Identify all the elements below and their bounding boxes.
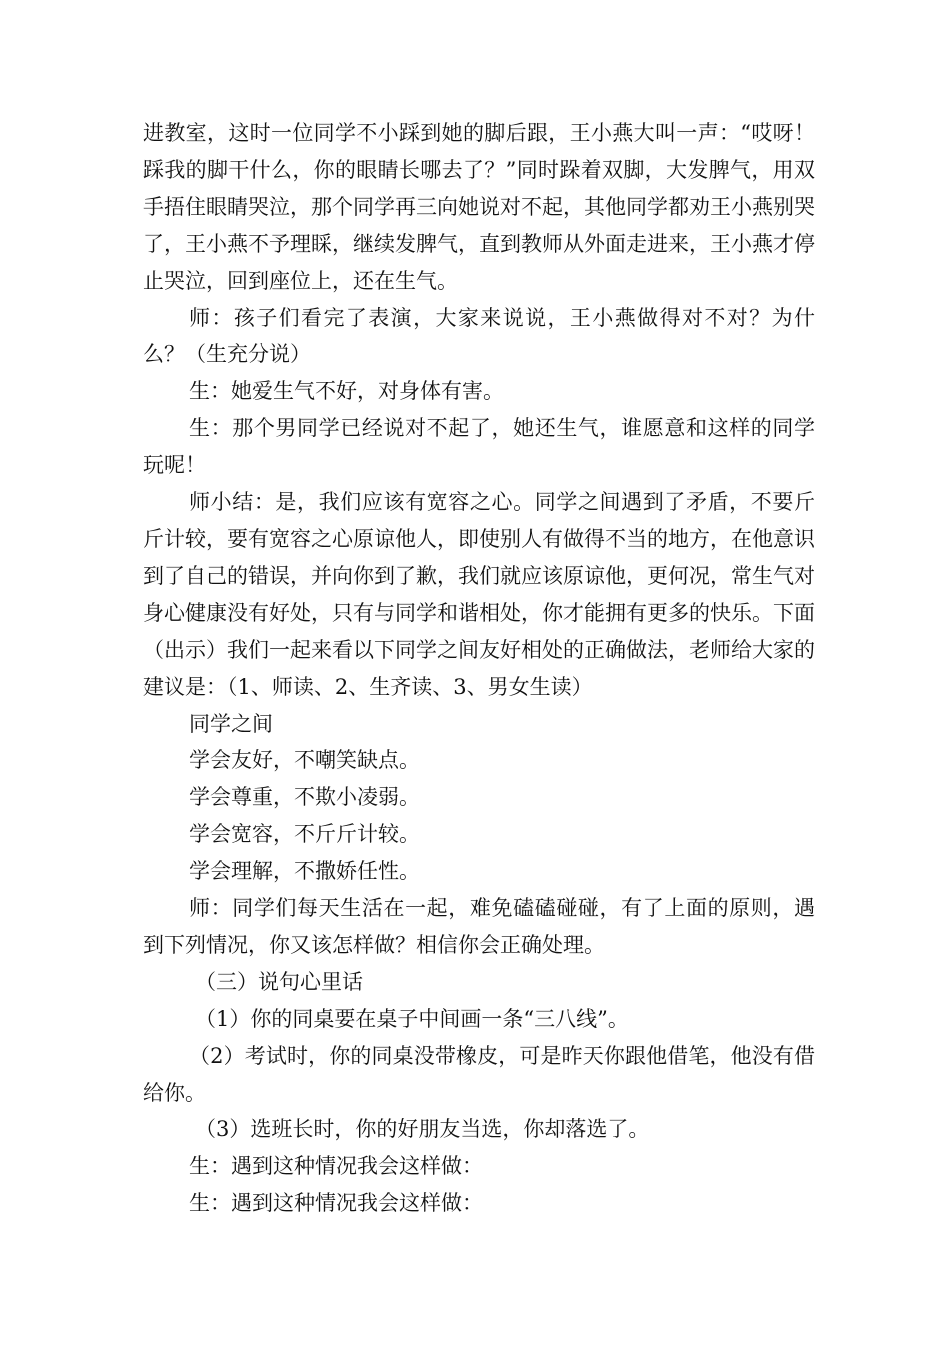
student-response-line: 生：遇到这种情况我会这样做： xyxy=(189,1191,483,1216)
paragraph-student-answer-1: 生：她爱生气不好，对身体有害。 xyxy=(189,379,504,404)
section-heading: （三）说句心里话 xyxy=(195,969,363,994)
paragraph-teacher-summary: 师小结：是，我们应该有宽容之心。同学之间遇到了矛盾，不要斤斤计较，要有宽容之心原谅他人，即使别人有做得不当的地方，在他意识到了自己的错误，并向你到了歉，我们就应该原谅他，更何况，常生气对身心健康没有好处，只有与同学和谐相处，你才能拥有更多的快乐。下面（出示）我们一起来看以下同学之间友好相处的正确做法，老师给大家的建议是：（1、师读、2、生齐读、3、男女生读） xyxy=(143,490,815,699)
student-response-line: 生：遇到这种情况我会这样做： xyxy=(189,1154,483,1179)
situation-item-2: （2）考试时，你的同桌没带橡皮，可是昨天你跟他借笔，他没有借给你。 xyxy=(143,1043,815,1105)
rule-item: 学会宽容，不斤斤计较。 xyxy=(189,822,420,847)
paragraph-teacher-question: 师：孩子们看完了表演，大家来说说，王小燕做得对不对？为什么？（生充分说） xyxy=(143,305,815,367)
situation-item-1: （1）你的同桌要在桌子中间画一条“三八线”。 xyxy=(195,1006,629,1031)
rule-heading: 同学之间 xyxy=(189,711,273,736)
paragraph-story: 进教室，这时一位同学不小踩到她的脚后跟，王小燕大叫一声：“哎呀！踩我的脚干什么，你的眼睛长哪去了？”同时跺着双脚，大发脾气，用双手捂住眼睛哭泣，那个同学再三向她说对不起，其他同学都劝王小燕别哭了，王小燕不予理睬，继续发脾气，直到教师从外面走进来，王小燕才停止哭泣，回到座位上，还在生气。 xyxy=(143,121,815,293)
paragraph-student-answer-2: 生：那个男同学已经说对不起了，她还生气，谁愿意和这样的同学玩呢！ xyxy=(143,416,815,478)
paragraph-teacher-transition: 师：同学们每天生活在一起，难免磕磕碰碰，有了上面的原则，遇到下列情况，你又该怎样做？相信你会正确处理。 xyxy=(143,896,815,957)
rule-item: 学会理解，不撒娇任性。 xyxy=(189,859,420,884)
document-body xyxy=(143,115,815,1222)
rule-item: 学会友好，不嘲笑缺点。 xyxy=(189,748,420,773)
situation-item-3: （3）选班长时，你的好朋友当选，你却落选了。 xyxy=(195,1117,650,1142)
rule-item: 学会尊重，不欺小凌弱。 xyxy=(189,785,420,810)
